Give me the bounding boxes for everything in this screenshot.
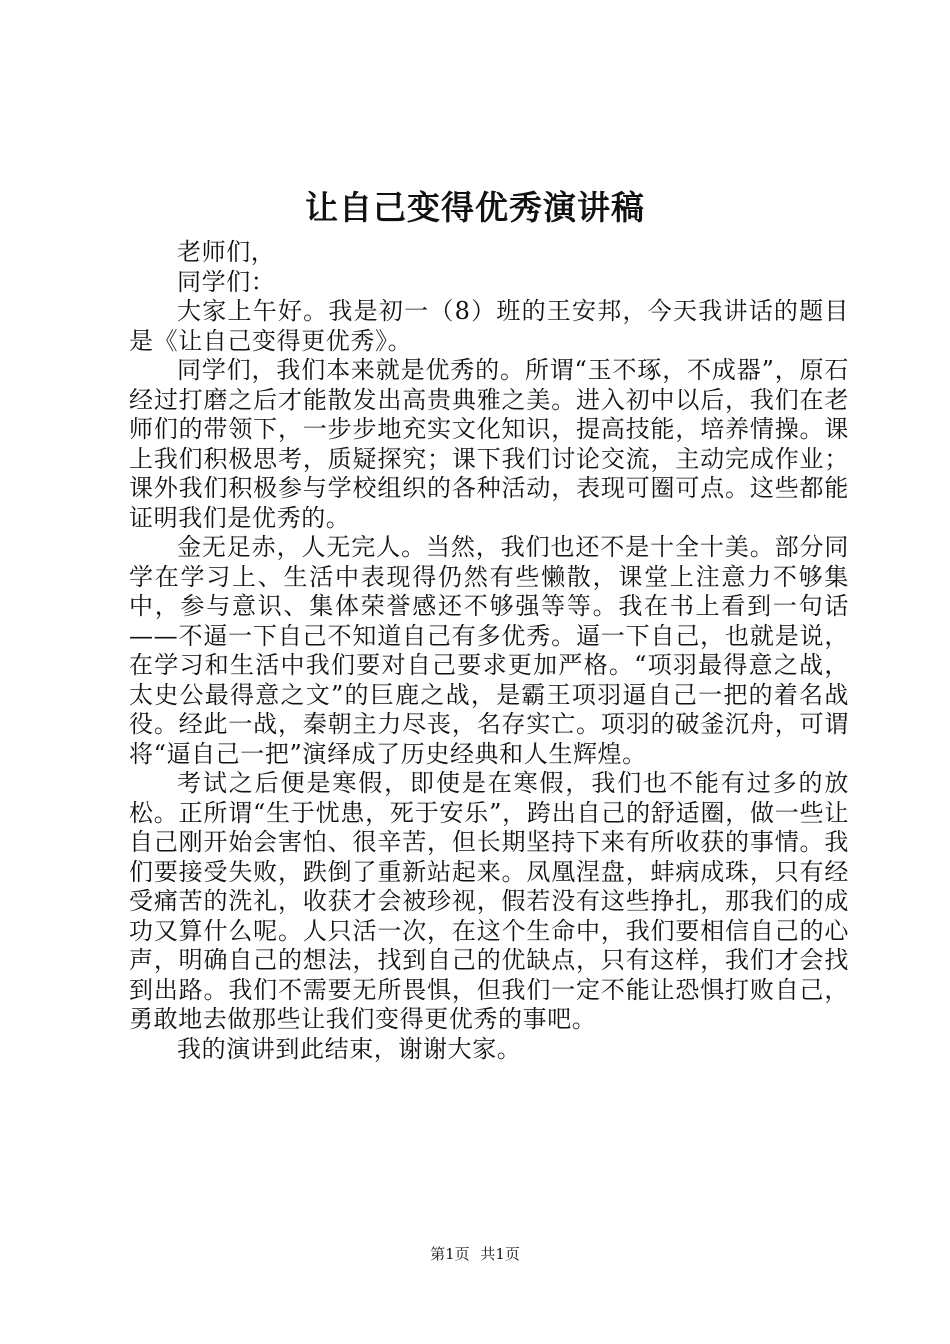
paragraph-winter-break: 考试之后便是寒假，即使是在寒假，我们也不能有过多的放松。正所谓“生于忧患，死于安乐”，跨出自己的舒适圈，做一些让自己刚开始会害怕、很辛苦，但长期坚持下来有所收获的事情。我们要接受失败，跌倒了重新站起来。凤凰涅盘，蚌病成珠，只有经受痛苦的洗礼，收获才会被珍视，假若没有这些挣扎，那我们的成功又算什么呢。人只活一次，在这个生命中，我们要相信自己的心声，明确自己的想法，找到自己的优缺点，只有这样，我们才会找到出路。我们不需要无所畏惧，但我们一定不能让恐惧打败自己，勇敢地去做那些让我们变得更优秀的事吧。 xyxy=(129,769,849,1033)
page-footer xyxy=(0,1244,950,1264)
document-body xyxy=(129,238,849,1064)
salutation-students: 同学们： xyxy=(177,267,276,296)
paragraph-intro: 大家上午好。我是初一（8）班的王安邦，今天我讲话的题目是《让自己变得更优秀》。 xyxy=(129,297,849,355)
paragraph-imperfection: 金无足赤，人无完人。当然，我们也还不是十全十美。部分同学在学习上、生活中表现得仍然有些懒散，课堂上注意力不够集中，参与意识、集体荣誉感还不够强等等。我在书上看到一句话——不逼一下自己不知道自己有多优秀。逼一下自己，也就是说，在学习和生活中我们要对自己要求更加严格。“项羽最得意之战，太史公最得意之文”的巨鹿之战，是霸王项羽逼自己一把的着名战役。经此一战，秦朝主力尽丧，名存实亡。项羽的破釜沉舟，可谓将“逼自己一把”演绎成了历史经典和人生辉煌。 xyxy=(129,533,849,768)
paragraph-closing: 我的演讲到此结束，谢谢大家。 xyxy=(177,1034,522,1063)
page-number: 第1页 xyxy=(430,1245,470,1263)
document-title: 让自己变得优秀演讲稿 xyxy=(305,188,645,227)
paragraph-excellence: 同学们，我们本来就是优秀的。所谓“玉不琢，不成器”，原石经过打磨之后才能散发出高贵典雅之美。进入初中以后，我们在老师们的带领下，一步步地充实文化知识，提高技能，培养情操。课上我们积极思考，质疑探究；课下我们讨论交流，主动完成作业；课外我们积极参与学校组织的各种活动，表现可圈可点。这些都能证明我们是优秀的。 xyxy=(129,356,849,532)
page-total: 共1页 xyxy=(480,1245,520,1263)
salutation-teachers: 老师们， xyxy=(177,238,276,266)
